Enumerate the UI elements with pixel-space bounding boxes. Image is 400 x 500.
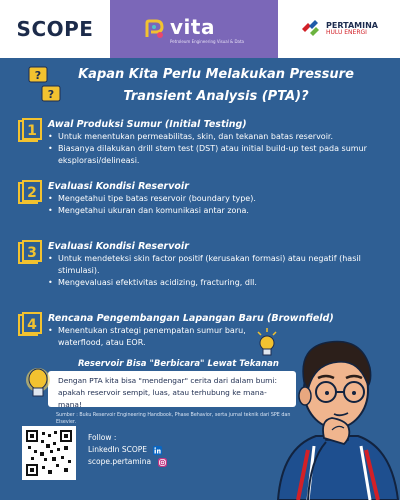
bullet-item: • Menentukan strategi penempatan sumur baru, waterflood, atau EOR. xyxy=(48,325,248,349)
callout-text: Dengan PTA kita bisa "mendengar" cerita dari dalam bumi: apakah reservoir sempit, luas, atau terhubung ke mana-mana! xyxy=(58,376,277,409)
section-number: 2 xyxy=(27,185,37,201)
section-number: 4 xyxy=(27,317,37,333)
lightbulb-large-icon xyxy=(22,362,58,402)
pvita-mark-icon xyxy=(144,18,166,40)
title-line-1: Kapan Kita Perlu Melakukan Pressure xyxy=(78,67,354,82)
question-bubbles-icon xyxy=(28,66,64,106)
instagram-icon xyxy=(158,458,167,467)
bullet-list xyxy=(48,253,388,289)
bullet-item: • Biasanya dilakukan drill stem test (DST) atau initial build-up test pada sumur eksplorasi/delineasi. xyxy=(48,143,388,167)
pvita-logo-panel xyxy=(110,0,278,58)
source-note: Sumber : Buku Reservoir Engineering Handbook, Phase Behavior, serta jurnal teknik dari SPE dan Elsevier. xyxy=(56,413,291,425)
section-title: Awal Produksi Sumur (Initial Testing) xyxy=(48,119,247,130)
number-badge-icon xyxy=(18,312,42,338)
follow-block xyxy=(88,432,167,468)
bullet-list xyxy=(48,325,248,349)
section-number: 3 xyxy=(27,245,37,261)
bullet-list xyxy=(48,193,388,217)
callout-box xyxy=(48,371,296,407)
scope-logo: SCOPE xyxy=(16,17,94,41)
instagram-link[interactable] xyxy=(88,456,167,468)
follow-label: Follow : xyxy=(88,433,117,442)
qr-code-icon xyxy=(26,430,72,476)
bullet-item: • Untuk mendeteksi skin factor positif (kerusakan formasi) atau negatif (hasil stimulasi). xyxy=(48,253,388,277)
callout-title: Reservoir Bisa "Berbicara" Lewat Tekanan xyxy=(78,359,279,369)
header-bar xyxy=(0,0,400,58)
section-number: 1 xyxy=(27,123,37,139)
bullet-item: • Mengetahui ukuran dan komunikasi antar zona. xyxy=(48,205,388,217)
title-line-2: Transient Analysis (PTA)? xyxy=(123,89,309,104)
bullet-item: • Mengetahui tipe batas reservoir (boundary type). xyxy=(48,193,388,205)
number-badge-icon xyxy=(18,118,42,144)
number-badge-icon xyxy=(18,180,42,206)
qr-code[interactable] xyxy=(22,426,76,480)
section-title: Rencana Pengembangan Lapangan Baru (Brownfield) xyxy=(48,313,334,324)
bullet-item: • Untuk menentukan permeabilitas, skin, dan tekanan batas reservoir. xyxy=(48,131,388,143)
bullet-list xyxy=(48,131,388,167)
section-2 xyxy=(18,180,388,230)
linkedin-icon xyxy=(153,446,162,455)
bullet-item: • Mengevaluasi efektivitas acidizing, fracturing, dll. xyxy=(48,277,388,289)
pvita-logo-text: vita xyxy=(169,14,215,39)
svg-text:?: ? xyxy=(34,69,42,82)
pertamina-logo-icon xyxy=(300,19,322,39)
section-title: Evaluasi Kondisi Reservoir xyxy=(48,181,189,192)
svg-text:?: ? xyxy=(47,88,55,101)
linkedin-label: LinkedIn SCOPE xyxy=(88,445,147,454)
linkedin-link[interactable] xyxy=(88,444,167,456)
pertamina-subtitle: HULU ENERGI xyxy=(326,29,367,37)
section-title: Evaluasi Kondisi Reservoir xyxy=(48,241,189,252)
thinking-person-illustration xyxy=(268,320,400,500)
pvita-subtitle: Petroleum Engineering Visual & Data xyxy=(169,38,244,44)
page-title xyxy=(66,64,366,108)
pertamina-name: PERTAMINA xyxy=(326,20,378,30)
instagram-label: scope.pertamina xyxy=(88,457,152,466)
section-3 xyxy=(18,240,388,304)
number-badge-icon xyxy=(18,240,42,266)
pertamina-logo-panel xyxy=(278,0,400,58)
scope-logo-panel xyxy=(0,0,110,58)
